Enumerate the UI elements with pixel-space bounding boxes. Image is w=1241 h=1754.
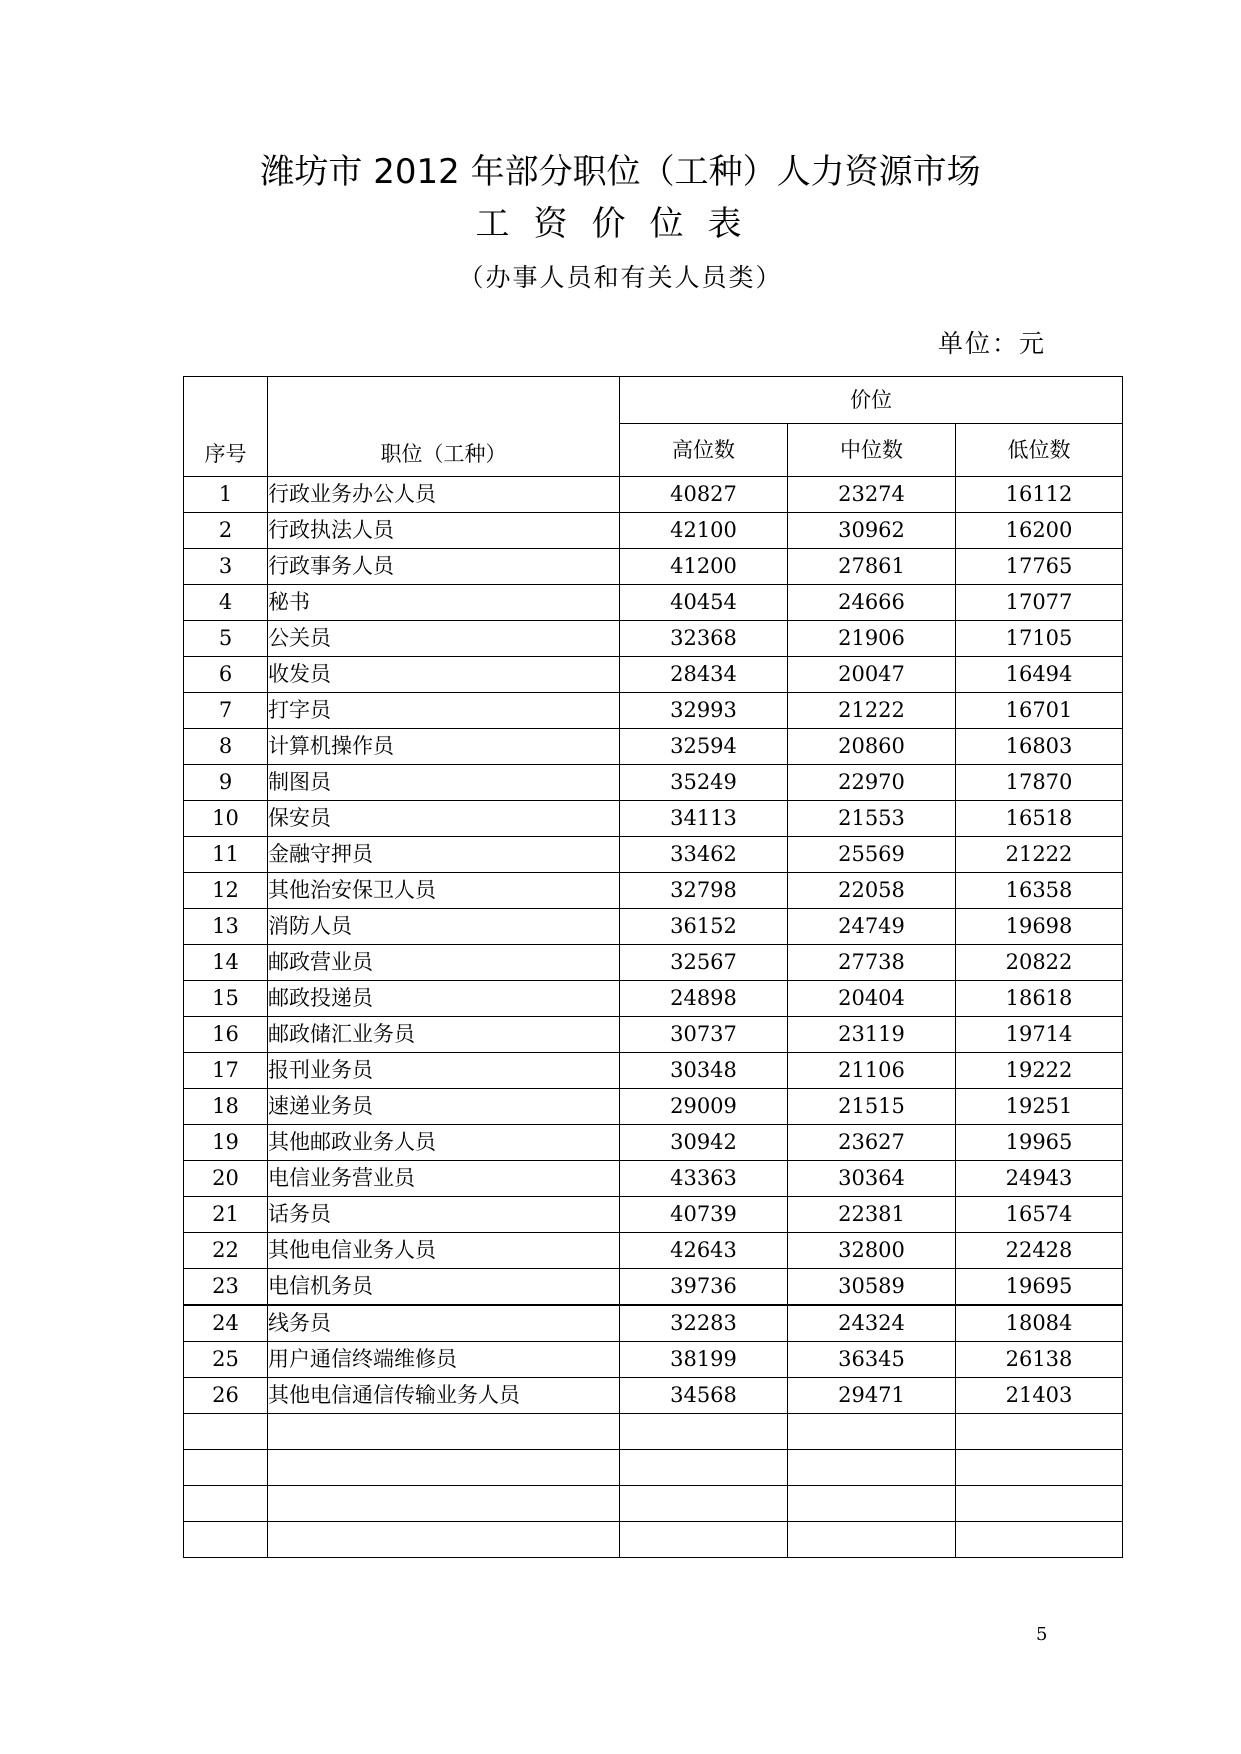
cell-job: 保安员 bbox=[268, 801, 620, 837]
cell-low: 16574 bbox=[956, 1197, 1123, 1233]
cell-no: 16 bbox=[184, 1017, 268, 1053]
cell-low: 17765 bbox=[956, 549, 1123, 585]
cell-mid: 20047 bbox=[788, 657, 956, 693]
cell-no bbox=[184, 1414, 268, 1450]
cell-high bbox=[620, 1450, 788, 1486]
cell-low: 16494 bbox=[956, 657, 1123, 693]
table-row bbox=[184, 1414, 1123, 1450]
cell-high: 38199 bbox=[620, 1342, 788, 1378]
cell-job bbox=[268, 1486, 620, 1522]
cell-no: 20 bbox=[184, 1161, 268, 1197]
cell-job: 公关员 bbox=[268, 621, 620, 657]
cell-mid: 30364 bbox=[788, 1161, 956, 1197]
table-row bbox=[184, 1161, 1123, 1197]
cell-job: 金融守押员 bbox=[268, 837, 620, 873]
cell-job: 行政执法人员 bbox=[268, 513, 620, 549]
cell-no bbox=[184, 1522, 268, 1558]
header-high: 高位数 bbox=[620, 424, 788, 477]
unit-label: 单位：元 bbox=[938, 329, 1047, 358]
cell-job bbox=[268, 1450, 620, 1486]
cell-high: 43363 bbox=[620, 1161, 788, 1197]
cell-high: 41200 bbox=[620, 549, 788, 585]
header-no: 序号 bbox=[184, 377, 268, 477]
cell-low: 19698 bbox=[956, 909, 1123, 945]
cell-no: 10 bbox=[184, 801, 268, 837]
page-number: 5 bbox=[1036, 1624, 1048, 1645]
cell-job: 电信业务营业员 bbox=[268, 1161, 620, 1197]
cell-low: 16701 bbox=[956, 693, 1123, 729]
cell-mid bbox=[788, 1522, 956, 1558]
cell-job: 打字员 bbox=[268, 693, 620, 729]
cell-no: 11 bbox=[184, 837, 268, 873]
table-row bbox=[184, 873, 1123, 909]
cell-no: 17 bbox=[184, 1053, 268, 1089]
table-header-row bbox=[184, 377, 1123, 424]
cell-job: 收发员 bbox=[268, 657, 620, 693]
table-row bbox=[184, 657, 1123, 693]
cell-no: 5 bbox=[184, 621, 268, 657]
cell-job: 邮政营业员 bbox=[268, 945, 620, 981]
header-price: 价位 bbox=[620, 377, 1123, 424]
cell-low: 18618 bbox=[956, 981, 1123, 1017]
cell-low: 19222 bbox=[956, 1053, 1123, 1089]
cell-mid: 22970 bbox=[788, 765, 956, 801]
table-row bbox=[184, 945, 1123, 981]
table-row bbox=[184, 585, 1123, 621]
cell-low: 16358 bbox=[956, 873, 1123, 909]
cell-mid bbox=[788, 1414, 956, 1450]
cell-mid: 23119 bbox=[788, 1017, 956, 1053]
cell-high: 40827 bbox=[620, 477, 788, 513]
table-row bbox=[184, 981, 1123, 1017]
table-row bbox=[184, 765, 1123, 801]
cell-no: 19 bbox=[184, 1125, 268, 1161]
cell-no: 22 bbox=[184, 1233, 268, 1269]
cell-no: 3 bbox=[184, 549, 268, 585]
category-subtitle: （办事人员和有关人员类） bbox=[458, 263, 783, 292]
cell-mid: 21553 bbox=[788, 801, 956, 837]
cell-low: 20822 bbox=[956, 945, 1123, 981]
cell-mid: 23627 bbox=[788, 1125, 956, 1161]
cell-high: 42100 bbox=[620, 513, 788, 549]
cell-high bbox=[620, 1486, 788, 1522]
cell-no: 21 bbox=[184, 1197, 268, 1233]
cell-mid: 30589 bbox=[788, 1269, 956, 1306]
cell-job: 报刊业务员 bbox=[268, 1053, 620, 1089]
cell-no: 9 bbox=[184, 765, 268, 801]
table-row bbox=[184, 1089, 1123, 1125]
cell-no: 15 bbox=[184, 981, 268, 1017]
table-row bbox=[184, 1486, 1123, 1522]
cell-job: 其他电信通信传输业务人员 bbox=[268, 1378, 620, 1414]
cell-high: 30942 bbox=[620, 1125, 788, 1161]
cell-low: 16518 bbox=[956, 801, 1123, 837]
cell-job: 邮政投递员 bbox=[268, 981, 620, 1017]
cell-no: 6 bbox=[184, 657, 268, 693]
cell-high: 32798 bbox=[620, 873, 788, 909]
cell-mid: 27861 bbox=[788, 549, 956, 585]
cell-no: 14 bbox=[184, 945, 268, 981]
cell-job: 制图员 bbox=[268, 765, 620, 801]
cell-job: 其他邮政业务人员 bbox=[268, 1125, 620, 1161]
cell-mid: 29471 bbox=[788, 1378, 956, 1414]
table-row bbox=[184, 729, 1123, 765]
cell-low: 16803 bbox=[956, 729, 1123, 765]
cell-low: 18084 bbox=[956, 1305, 1123, 1342]
cell-low: 19251 bbox=[956, 1089, 1123, 1125]
cell-mid: 20404 bbox=[788, 981, 956, 1017]
cell-low: 21403 bbox=[956, 1378, 1123, 1414]
cell-mid bbox=[788, 1486, 956, 1522]
cell-high bbox=[620, 1522, 788, 1558]
cell-no: 24 bbox=[184, 1305, 268, 1342]
cell-high: 32594 bbox=[620, 729, 788, 765]
table-row bbox=[184, 1197, 1123, 1233]
cell-job: 其他治安保卫人员 bbox=[268, 873, 620, 909]
cell-job: 计算机操作员 bbox=[268, 729, 620, 765]
cell-mid: 24666 bbox=[788, 585, 956, 621]
cell-job: 邮政储汇业务员 bbox=[268, 1017, 620, 1053]
table-row bbox=[184, 549, 1123, 585]
cell-no bbox=[184, 1450, 268, 1486]
header-low: 低位数 bbox=[956, 424, 1123, 477]
cell-low bbox=[956, 1522, 1123, 1558]
header-mid: 中位数 bbox=[788, 424, 956, 477]
cell-high: 29009 bbox=[620, 1089, 788, 1125]
cell-high: 30348 bbox=[620, 1053, 788, 1089]
cell-job bbox=[268, 1522, 620, 1558]
cell-low: 19714 bbox=[956, 1017, 1123, 1053]
cell-no: 18 bbox=[184, 1089, 268, 1125]
cell-job: 其他电信业务人员 bbox=[268, 1233, 620, 1269]
document-title: 潍坊市 2012 年部分职位（工种）人力资源市场 bbox=[260, 152, 981, 192]
cell-high: 39736 bbox=[620, 1269, 788, 1306]
table-body bbox=[184, 477, 1123, 1558]
cell-job: 用户通信终端维修员 bbox=[268, 1342, 620, 1378]
cell-job: 话务员 bbox=[268, 1197, 620, 1233]
wage-table bbox=[183, 376, 1123, 1558]
cell-low: 19695 bbox=[956, 1269, 1123, 1306]
cell-mid: 24324 bbox=[788, 1305, 956, 1342]
cell-job bbox=[268, 1414, 620, 1450]
cell-job: 线务员 bbox=[268, 1305, 620, 1342]
cell-no: 7 bbox=[184, 693, 268, 729]
cell-high: 30737 bbox=[620, 1017, 788, 1053]
cell-high: 32283 bbox=[620, 1305, 788, 1342]
cell-high: 42643 bbox=[620, 1233, 788, 1269]
table-row bbox=[184, 513, 1123, 549]
cell-job: 速递业务员 bbox=[268, 1089, 620, 1125]
cell-high: 34568 bbox=[620, 1378, 788, 1414]
table-row bbox=[184, 1305, 1123, 1342]
cell-no: 25 bbox=[184, 1342, 268, 1378]
cell-mid: 27738 bbox=[788, 945, 956, 981]
table-row bbox=[184, 1017, 1123, 1053]
cell-high: 28434 bbox=[620, 657, 788, 693]
cell-mid: 21106 bbox=[788, 1053, 956, 1089]
cell-high: 33462 bbox=[620, 837, 788, 873]
cell-no: 2 bbox=[184, 513, 268, 549]
cell-mid: 36345 bbox=[788, 1342, 956, 1378]
cell-no: 13 bbox=[184, 909, 268, 945]
cell-mid: 21906 bbox=[788, 621, 956, 657]
cell-mid: 21222 bbox=[788, 693, 956, 729]
cell-mid: 22381 bbox=[788, 1197, 956, 1233]
cell-mid: 30962 bbox=[788, 513, 956, 549]
table-row bbox=[184, 1342, 1123, 1378]
table-row bbox=[184, 1378, 1123, 1414]
table-row bbox=[184, 693, 1123, 729]
cell-high: 32368 bbox=[620, 621, 788, 657]
table-row bbox=[184, 1053, 1123, 1089]
cell-low: 16200 bbox=[956, 513, 1123, 549]
cell-no: 26 bbox=[184, 1378, 268, 1414]
cell-no: 1 bbox=[184, 477, 268, 513]
table-row bbox=[184, 1450, 1123, 1486]
cell-high: 34113 bbox=[620, 801, 788, 837]
cell-high: 40454 bbox=[620, 585, 788, 621]
cell-high: 36152 bbox=[620, 909, 788, 945]
table-row bbox=[184, 477, 1123, 513]
cell-high: 32993 bbox=[620, 693, 788, 729]
cell-low: 21222 bbox=[956, 837, 1123, 873]
header-job: 职位（工种） bbox=[268, 377, 620, 477]
cell-job: 消防人员 bbox=[268, 909, 620, 945]
table-row bbox=[184, 1233, 1123, 1269]
cell-mid: 21515 bbox=[788, 1089, 956, 1125]
cell-low: 16112 bbox=[956, 477, 1123, 513]
cell-high: 40739 bbox=[620, 1197, 788, 1233]
table-row bbox=[184, 1522, 1123, 1558]
document-subtitle-main: 工资价位表 bbox=[475, 204, 766, 244]
cell-job: 秘书 bbox=[268, 585, 620, 621]
cell-no: 23 bbox=[184, 1269, 268, 1306]
cell-low: 17105 bbox=[956, 621, 1123, 657]
cell-no bbox=[184, 1486, 268, 1522]
cell-high: 24898 bbox=[620, 981, 788, 1017]
cell-low bbox=[956, 1450, 1123, 1486]
cell-mid: 22058 bbox=[788, 873, 956, 909]
cell-low bbox=[956, 1486, 1123, 1522]
table-row bbox=[184, 1125, 1123, 1161]
cell-job: 行政业务办公人员 bbox=[268, 477, 620, 513]
cell-mid: 32800 bbox=[788, 1233, 956, 1269]
table-row bbox=[184, 909, 1123, 945]
cell-no: 4 bbox=[184, 585, 268, 621]
cell-low: 22428 bbox=[956, 1233, 1123, 1269]
cell-high bbox=[620, 1414, 788, 1450]
cell-mid bbox=[788, 1450, 956, 1486]
cell-job: 电信机务员 bbox=[268, 1269, 620, 1306]
cell-low: 26138 bbox=[956, 1342, 1123, 1378]
cell-low bbox=[956, 1414, 1123, 1450]
cell-no: 8 bbox=[184, 729, 268, 765]
cell-mid: 24749 bbox=[788, 909, 956, 945]
table-row bbox=[184, 837, 1123, 873]
cell-low: 24943 bbox=[956, 1161, 1123, 1197]
table-row bbox=[184, 1269, 1123, 1306]
table-row bbox=[184, 621, 1123, 657]
cell-mid: 25569 bbox=[788, 837, 956, 873]
cell-low: 19965 bbox=[956, 1125, 1123, 1161]
cell-no: 12 bbox=[184, 873, 268, 909]
cell-low: 17870 bbox=[956, 765, 1123, 801]
cell-mid: 20860 bbox=[788, 729, 956, 765]
cell-high: 32567 bbox=[620, 945, 788, 981]
table-row bbox=[184, 801, 1123, 837]
cell-low: 17077 bbox=[956, 585, 1123, 621]
cell-high: 35249 bbox=[620, 765, 788, 801]
cell-mid: 23274 bbox=[788, 477, 956, 513]
cell-job: 行政事务人员 bbox=[268, 549, 620, 585]
